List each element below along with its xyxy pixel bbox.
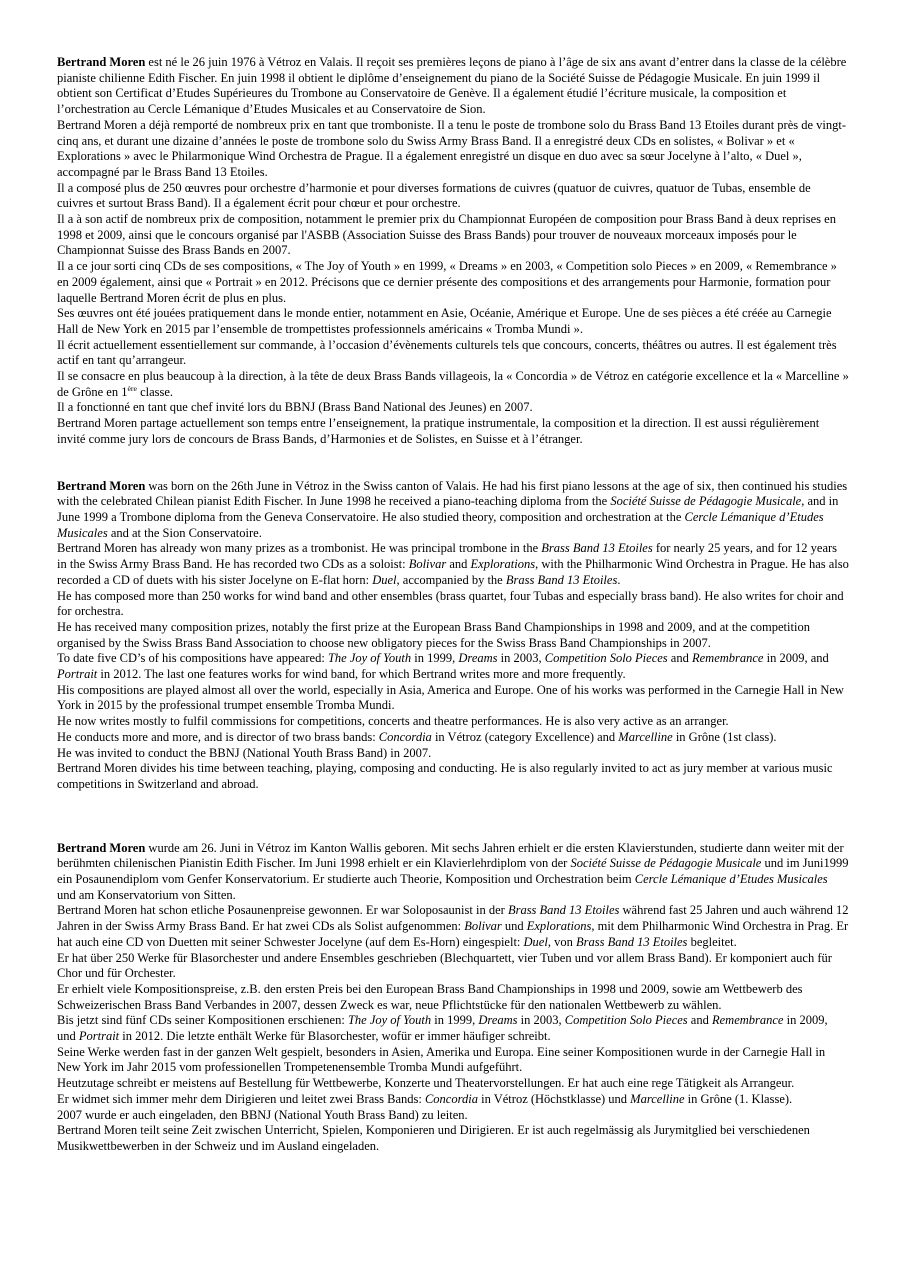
text-run: in Vétroz (category Excellence) and bbox=[431, 729, 619, 744]
paragraph bbox=[57, 1108, 849, 1124]
italic-text-run: The Joy of Youth bbox=[347, 1013, 432, 1028]
italic-text-run: Remembrance bbox=[691, 651, 764, 666]
text-run: classe. bbox=[136, 384, 174, 399]
paragraph bbox=[57, 683, 849, 714]
text-run: Bertrand Moren hat schon etliche Posaunenpreise gewonnen. Er war Soloposaunist in der bbox=[57, 903, 508, 918]
text-run: Il a à son actif de nombreux prix de composition, notamment le premier prix du Championnat Européen de composition pour Brass Band à deux reprises en 1998 et 2009, ainsi que le concours organisé par l'ASBB (Association Suisse des Brass Bands) pour trouver de nouveaux morceaux imposés pour le Championnat Suisse des Brass Bands en 2007. bbox=[57, 212, 836, 258]
text-run: Bis jetzt sind fünf CDs seiner Kompositionen erschienen: bbox=[57, 1013, 348, 1028]
bold-text-run: Bertrand Moren bbox=[57, 840, 146, 855]
paragraph bbox=[57, 589, 849, 620]
paragraph bbox=[57, 416, 849, 447]
text-run: wurde am 26. Juni in Vétroz im Kanton Wallis geboren. Mit sechs Jahren erhielt er die ersten Klavierstunden, studierte dann weiter mit der berühmten chilenischen Pianistin Edith Fischer. Im Juni 1998 erhielt er ein Klavierlehrdiplom von der bbox=[57, 840, 844, 871]
italic-text-run: Explorations bbox=[470, 557, 536, 572]
text-run: He now writes mostly to fulfil commissions for competitions, concerts and theatre performances. He is also very active as an arranger. bbox=[57, 714, 729, 729]
text-run: in 2012. Die letzte enthält Werke für Blasorchester, wofür er immer häufiger schreibt. bbox=[119, 1029, 551, 1044]
text-run: in Grône (1st class). bbox=[672, 729, 777, 744]
text-run: in Grône (1. Klasse). bbox=[684, 1091, 793, 1106]
text-run: , with the Philharmonic Wind Orchestra in Prague. He has also recorded a CD of duets with his sister Jocelyne on E-flat horn: bbox=[57, 557, 849, 587]
italic-text-run: Bolivar bbox=[464, 919, 502, 934]
text-run: He has received many composition prizes, notably the first prize at the European Brass Band Championships in 1998 and 2009, and at the competition organised by the Swiss Brass Band Association to choose new obligatory pieces for the Swiss Brass Band Championships in 2007. bbox=[57, 619, 810, 650]
text-run: während fast 25 Jahren und auch während 12 Jahren in der Swiss Army Brass Band. Er hat zwei CDs als Solist aufgenommen: bbox=[57, 903, 849, 934]
paragraph bbox=[57, 306, 849, 337]
text-run: . bbox=[617, 572, 621, 587]
bold-text-run: Bertrand Moren bbox=[57, 55, 146, 69]
paragraph bbox=[57, 338, 849, 369]
text-run: Il a fonctionné en tant que chef invité lors du BBNJ (Brass Band National des Jeunes) en 2007. bbox=[57, 400, 533, 415]
text-run: und am Konservatorium von Sitten. bbox=[57, 887, 236, 902]
text-run: He was invited to conduct the BBNJ (National Youth Brass Band) in 2007. bbox=[57, 745, 432, 760]
italic-text-run: Dreams bbox=[478, 1013, 518, 1028]
text-run: 2007 wurde er auch eingeladen, den BBNJ (National Youth Brass Band) zu leiten. bbox=[57, 1107, 468, 1122]
text-run: He has composed more than 250 works for wind band and other ensembles (brass quartet, four Tubas and especially brass band). He also writes for choir and for orchestra. bbox=[57, 588, 844, 619]
paragraph bbox=[57, 746, 849, 762]
italic-text-run: Concordia bbox=[424, 1091, 478, 1106]
italic-text-run: Société Suisse de Pédagogie Musicale bbox=[570, 856, 762, 871]
text-run: and bbox=[687, 1013, 712, 1028]
text-run: in 2012. The last one features works for wind band, for which Bertrand writes more and more frequently. bbox=[97, 667, 626, 682]
italic-text-run: Marcelline bbox=[618, 729, 673, 744]
text-run: in 2009, und bbox=[57, 1013, 828, 1044]
text-run: Er widmet sich immer mehr dem Dirigieren und leitet zwei Brass Bands: bbox=[57, 1091, 425, 1106]
text-run: and bbox=[667, 651, 692, 666]
paragraph bbox=[57, 1092, 849, 1108]
text-run: and at the Sion Conservatoire. bbox=[107, 525, 262, 540]
italic-text-run: Duel bbox=[372, 572, 397, 587]
bio-section-german bbox=[57, 841, 849, 1155]
text-run: , mit dem Philharmonic Wind Orchestra in Prag. Er hat auch eine CD von Duetten mit seiner Schwester Jocelyne (auf dem Es-Horn) eingespielt: bbox=[57, 919, 849, 949]
italic-text-run: Explorations bbox=[526, 919, 592, 934]
text-run: est né le 26 juin 1976 à Vétroz en Valais. Il reçoit ses premières leçons de piano à l’âge de six ans avant d’entrer dans la classe de la célèbre pianiste chilienne Edith Fischer. En juin 1998 il obtient le diplôme d’enseignement du piano de la Société Suisse de Pédagogie Musicale. En juin 1999 il obtient son Certificat d’Etudes Supérieures du Trombone au Conservatoire de Genève. Il a également étudié l’écriture musicale, la composition et l’orchestration au Cercle Lémanique d’Etudes Musicales et au Conservatoire de Sion. bbox=[57, 55, 847, 117]
italic-text-run: Brass Band 13 Etoiles bbox=[541, 541, 653, 556]
italic-text-run: Brass Band 13 Etoiles bbox=[505, 572, 618, 587]
biography-document bbox=[57, 55, 849, 1155]
bold-text-run: Bertrand Moren bbox=[57, 478, 146, 493]
paragraph bbox=[57, 55, 849, 118]
text-run: for nearly 25 years, and for 12 years in the Swiss Army Brass Band. He has recorded two CDs as a soloist: bbox=[57, 541, 838, 572]
italic-text-run: The Joy of Youth bbox=[327, 651, 412, 666]
italic-text-run: Cercle Lémanique d’Etudes Musicales bbox=[57, 509, 824, 540]
paragraph bbox=[57, 118, 849, 181]
text-run: Il a composé plus de 250 œuvres pour orchestre d’harmonie et pour diverses formations de cuivres (quatuor de cuivres, quatuor de Tubas, ensemble de cuivres et surtout Brass Band). Il a également écrit pour chœur et pour orchestre. bbox=[57, 180, 811, 211]
text-run: Il a ce jour sorti cinq CDs de ses compositions, « The Joy of Youth » en 1999, « Dreams » en 2003, « Competition solo Pieces » en 2009, « Remembrance » en 2009 également, ainsi que « Portrait » en 2012. Précisons que ce dernier présente des compositions et des arrangements pour Harmonie, formation pour laquelle Bertrand Moren écrit de plus en plus. bbox=[57, 259, 837, 305]
text-run: His compositions are played almost all over the world, especially in Asia, America and Europe. One of his works was performed in the Carnegie Hall in New York in 2015 by the professional trumpet ensemble Tromba Mundi. bbox=[57, 682, 844, 713]
italic-text-run: Brass Band 13 Etoiles bbox=[507, 903, 620, 918]
superscript-text-run: ère bbox=[127, 383, 137, 393]
text-run: Er erhielt viele Kompositionspreise, z.B. den ersten Preis bei den European Brass Band Championships in 1998 und 2009, sowie am Wettbewerb des Schweizerischen Brass Band Verbandes in 2007, dessen Zweck es war, neue Pflichtstücke für den nationalen Wettbewerb zu wählen. bbox=[57, 981, 803, 1012]
text-run: Bertrand Moren teilt seine Zeit zwischen Unterricht, Spielen, Komponieren und Dirigieren. Er ist auch regelmässig als Jurymitglied bei verschiedenen Musikwettbewerben in der Schweiz und im Ausland eingeladen. bbox=[57, 1123, 810, 1153]
paragraph bbox=[57, 541, 849, 588]
paragraph bbox=[57, 479, 849, 542]
text-run: in 1999, bbox=[431, 1013, 479, 1028]
italic-text-run: Société Suisse de Pédagogie Musicale bbox=[610, 494, 802, 509]
text-run: Bertrand Moren a déjà remporté de nombreux prix en tant que tromboniste. Il a tenu le poste de trombone solo du Brass Band 13 Etoiles durant près de vingt-cinq ans, et durant une dizaine d’années le poste de trombone solo du Swiss Army Brass Band. Il a enregistré deux CDs en solistes, « Bolivar » et « Explorations » avec le Philarmonique Wind Orchestra de Prague. Il a également enregistré un disque en duo avec sa sœur Jocelyne à l’alto, « Duel », accompagné par le Brass Band 13 Etoiles. bbox=[57, 117, 847, 179]
paragraph bbox=[57, 1013, 849, 1044]
italic-text-run: Remembrance bbox=[711, 1013, 784, 1028]
italic-text-run: Duel bbox=[523, 934, 548, 949]
text-run: und bbox=[501, 919, 527, 934]
text-run: Il se consacre en plus beaucoup à la direction, à la tête de deux Brass Bands villageois, la « Concordia » de Vétroz en catégorie excellence et la « Marcelline » de Grône en 1 bbox=[57, 369, 849, 399]
text-run: in 2003, bbox=[517, 1013, 565, 1028]
bio-section-english bbox=[57, 479, 849, 793]
text-run: Bertrand Moren divides his time between teaching, playing, composing and conducting. He is also regularly invited to act as jury member at various music competitions in Switzerland and abroad. bbox=[57, 761, 833, 791]
paragraph bbox=[57, 714, 849, 730]
text-run: und im Juni1999 ein Posaunendiplom vom Genfer Konservatorium. Er studierte auch Theorie, Komposition und Orchestration beim bbox=[57, 856, 849, 887]
bio-section-french bbox=[57, 55, 849, 448]
paragraph bbox=[57, 1045, 849, 1076]
paragraph bbox=[57, 620, 849, 651]
paragraph bbox=[57, 1076, 849, 1092]
italic-text-run: Concordia bbox=[378, 729, 432, 744]
paragraph bbox=[57, 181, 849, 212]
text-run: Il écrit actuellement essentiellement sur commande, à l’occasion d’évènements culturels tels que concours, concerts, théâtres ou autres. Il est également très actif en tant qu’arrangeur. bbox=[57, 337, 837, 368]
italic-text-run: Cercle Lémanique d’Etudes Musicales bbox=[634, 872, 828, 887]
paragraph bbox=[57, 369, 849, 400]
paragraph bbox=[57, 1123, 849, 1154]
italic-text-run: Portrait bbox=[78, 1029, 120, 1044]
text-run: He conducts more and more, and is director of two brass bands: bbox=[57, 729, 379, 744]
paragraph bbox=[57, 951, 849, 982]
text-run: and bbox=[446, 557, 471, 572]
text-run: in 2009, and bbox=[763, 651, 829, 666]
paragraph bbox=[57, 212, 849, 259]
paragraph bbox=[57, 903, 849, 950]
text-run: in 2003, bbox=[497, 651, 545, 666]
paragraph bbox=[57, 400, 849, 416]
paragraph bbox=[57, 259, 849, 306]
text-run: To date five CD’s of his compositions have appeared: bbox=[57, 651, 328, 666]
text-run: in 1999, bbox=[411, 651, 459, 666]
text-run: , and in June 1999 a Trombone diploma from the Geneva Conservatoire. He also studied theory, composition and orchestration at the bbox=[57, 494, 839, 524]
paragraph bbox=[57, 761, 849, 792]
text-run: Seine Werke werden fast in der ganzen Welt gespielt, besonders in Asien, Amerika und Europa. Eine seiner Kompositionen wurde in der Carnegie Hall in New York im Jahr 2015 vom professionellen Trompetenensemble Tromba Mundi aufgeführt. bbox=[57, 1044, 826, 1075]
text-run: Ses œuvres ont été jouées pratiquement dans le monde entier, notamment en Asie, Océanie, Amérique et Europe. Une de ses pièces a été créée au Carnegie Hall de New York en 2015 par l’ensemble de trompettistes professionnels américains « Tromba Mundi ». bbox=[57, 306, 832, 336]
text-run: was born on the 26th June in Vétroz in the Swiss canton of Valais. He had his first piano lessons at the age of six, then continued his studies with the celebrated Chilean pianist Edith Fischer. In June 1998 he received a piano-teaching diploma from the bbox=[57, 478, 848, 509]
paragraph bbox=[57, 651, 849, 682]
text-run: , von bbox=[547, 934, 576, 949]
text-run: Bertrand Moren has already won many prizes as a trombonist. He was principal trombone in the bbox=[57, 541, 542, 556]
text-run: Heutzutage schreibt er meistens auf Bestellung für Wettbewerbe, Konzerte und Theatervorstellungen. Er hat auch eine rege Tätigkeit als Arrangeur. bbox=[57, 1076, 795, 1091]
paragraph bbox=[57, 841, 849, 904]
italic-text-run: Bolivar bbox=[408, 557, 447, 572]
text-run: Er hat über 250 Werke für Blasorchester und andere Ensembles geschrieben (Blechquartett, vier Tuben und vor allem Brass Band). Er komponiert auch für Chor und für Orchester. bbox=[57, 950, 832, 981]
italic-text-run: Brass Band 13 Etoiles bbox=[575, 934, 688, 949]
italic-text-run: Portrait bbox=[57, 667, 98, 682]
paragraph bbox=[57, 982, 849, 1013]
italic-text-run: Competition Solo Pieces bbox=[544, 651, 668, 666]
italic-text-run: Marcelline bbox=[630, 1091, 685, 1106]
text-run: begleitet. bbox=[687, 934, 737, 949]
text-run: , accompanied by the bbox=[396, 572, 506, 587]
text-run: Bertrand Moren partage actuellement son temps entre l’enseignement, la pratique instrumentale, la composition et la direction. Il est aussi régulièrement invité comme jury lors de concours de Brass Bands, d’Harmonies et de Solistes, en Suisse et à l’étranger. bbox=[57, 416, 820, 446]
paragraph bbox=[57, 730, 849, 746]
italic-text-run: Dreams bbox=[458, 651, 498, 666]
text-run: in Vétroz (Höchstklasse) und bbox=[477, 1091, 631, 1106]
italic-text-run: Competition Solo Pieces bbox=[564, 1013, 688, 1028]
